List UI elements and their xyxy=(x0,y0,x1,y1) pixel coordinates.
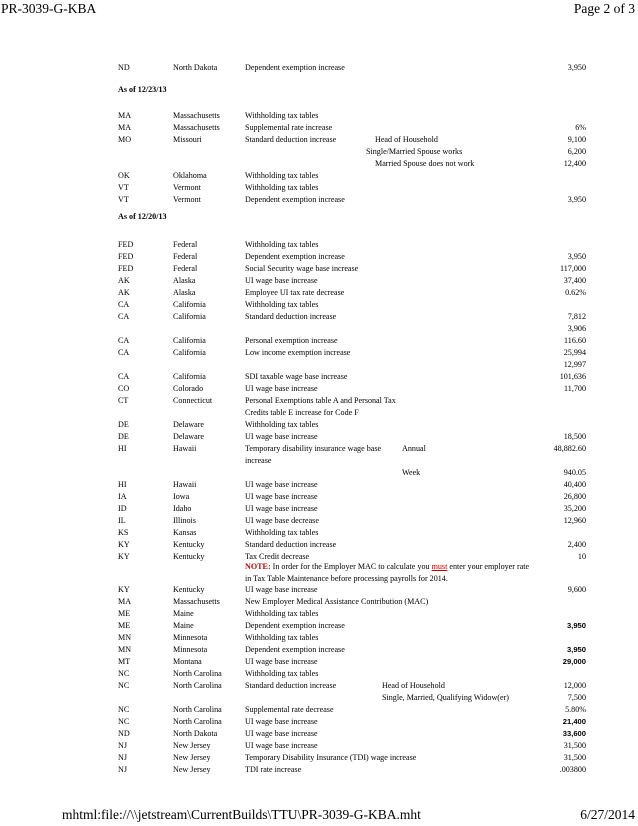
state-name: Massachusetts xyxy=(173,597,220,606)
state-code: IL xyxy=(118,516,126,525)
amount: 5.80% xyxy=(565,705,586,714)
table-row xyxy=(0,551,586,563)
state-code: AK xyxy=(118,288,130,297)
state-code: MN xyxy=(118,645,132,654)
table-row xyxy=(0,383,586,395)
state-name: Minnesota xyxy=(173,645,208,654)
state-name: California xyxy=(173,372,206,381)
table-row xyxy=(0,716,586,728)
state-code: CA xyxy=(118,300,130,309)
table-row xyxy=(0,644,586,656)
amount: 48,882.60 xyxy=(553,444,586,453)
table-row xyxy=(0,728,586,740)
qualifier: Married Spouse does not work xyxy=(375,159,475,168)
qualifier: Single, Married, Qualifying Widow(er) xyxy=(382,693,509,702)
change-description: Standard deduction increase xyxy=(245,681,337,690)
amount: 10 xyxy=(577,552,586,561)
amount: 3,950 xyxy=(567,63,586,72)
state-name: North Carolina xyxy=(173,681,222,690)
state-name: Idaho xyxy=(173,504,192,513)
amount: 3,950 xyxy=(566,645,586,654)
state-name: North Dakota xyxy=(173,63,218,72)
amount: 12,960 xyxy=(563,516,586,525)
state-name: North Dakota xyxy=(173,729,218,738)
state-code: MA xyxy=(118,597,132,606)
qualifier: Annual xyxy=(402,444,426,453)
amount: 3,906 xyxy=(567,324,586,333)
amount: 9,100 xyxy=(567,135,586,144)
state-code: FED xyxy=(118,252,134,261)
table-row xyxy=(0,620,586,632)
table-row xyxy=(0,158,586,170)
file-path: mhtml:file://\\jetstream\CurrentBuilds\TTU\PR-3039-G-KBA.mht xyxy=(62,807,421,822)
amount: 0.62% xyxy=(565,288,586,297)
table-row xyxy=(0,443,586,455)
change-description: Standard deduction increase xyxy=(245,135,337,144)
change-description: UI wage base increase xyxy=(245,729,318,738)
state-code: AK xyxy=(118,276,130,285)
change-description: Dependent exemption increase xyxy=(245,621,345,630)
amount: 33,600 xyxy=(562,729,586,738)
change-description: Dependent exemption increase xyxy=(245,645,345,654)
table-row xyxy=(0,752,586,764)
change-description: Withholding tax tables xyxy=(245,300,319,309)
state-code: MA xyxy=(118,123,132,132)
state-name: Federal xyxy=(173,240,198,249)
state-code: KY xyxy=(118,540,130,549)
state-code: FED xyxy=(118,264,134,273)
amount: 35,200 xyxy=(563,504,586,513)
state-code: NC xyxy=(118,717,130,726)
amount: 101,636 xyxy=(559,372,586,381)
state-name: Illinois xyxy=(173,516,196,525)
table-row xyxy=(0,335,586,347)
state-name: California xyxy=(173,336,206,345)
change-description: UI wage base increase xyxy=(245,276,318,285)
state-name: Missouri xyxy=(173,135,202,144)
state-name: Iowa xyxy=(173,492,190,501)
page-number: Page 2 of 3 xyxy=(573,1,635,16)
change-description: Personal exemption increase xyxy=(245,336,338,345)
state-code: HI xyxy=(118,444,127,453)
state-name: North Carolina xyxy=(173,669,222,678)
change-description: UI wage base increase xyxy=(245,741,318,750)
state-name: Maine xyxy=(173,621,194,630)
state-name: California xyxy=(173,300,206,309)
change-description: Social Security wage base increase xyxy=(245,264,359,273)
state-code: KY xyxy=(118,552,130,561)
state-code: HI xyxy=(118,480,127,489)
state-name: Delaware xyxy=(173,432,205,441)
table-row xyxy=(0,110,586,122)
amount: 116.60 xyxy=(564,336,586,345)
table-row xyxy=(0,263,586,275)
note-label: NOTE: xyxy=(245,562,271,571)
amount: 25,994 xyxy=(563,348,586,357)
table-row xyxy=(0,62,586,74)
state-name: California xyxy=(173,348,206,357)
print-date: 6/27/2014 xyxy=(580,807,635,822)
change-description: Credits table E increase for Code F xyxy=(245,408,359,417)
change-description: increase xyxy=(245,456,272,465)
state-name: North Carolina xyxy=(173,705,222,714)
state-name: Kansas xyxy=(173,528,197,537)
amount: .003800 xyxy=(559,765,586,774)
state-name: Minnesota xyxy=(173,633,208,642)
table-row xyxy=(0,407,586,419)
change-description: Employee UI tax rate decrease xyxy=(245,288,345,297)
state-name: Alaska xyxy=(173,288,196,297)
state-code: CT xyxy=(118,396,129,405)
state-code: NC xyxy=(118,705,130,714)
change-description: UI wage base increase xyxy=(245,717,318,726)
amount: 3,950 xyxy=(567,195,586,204)
state-code: MA xyxy=(118,111,132,120)
document-title: PR-3039-G-KBA xyxy=(1,1,97,16)
state-code: CA xyxy=(118,336,130,345)
state-name: Connecticut xyxy=(173,396,213,405)
change-description: Dependent exemption increase xyxy=(245,252,345,261)
state-name: California xyxy=(173,312,206,321)
amount: 12,000 xyxy=(563,681,586,690)
state-code: MN xyxy=(118,633,132,642)
state-code: NJ xyxy=(118,765,127,774)
state-code: NJ xyxy=(118,753,127,762)
change-description: Standard deduction increase xyxy=(245,312,337,321)
state-code: DE xyxy=(118,420,129,429)
state-name: Hawaii xyxy=(173,480,197,489)
state-name: Kentucky xyxy=(173,585,205,594)
state-code: CA xyxy=(118,312,130,321)
change-description: Withholding tax tables xyxy=(245,240,319,249)
amount: 18,500 xyxy=(563,432,586,441)
table-row xyxy=(0,467,586,479)
amount: 11,700 xyxy=(564,384,586,393)
state-name: Delaware xyxy=(173,420,205,429)
state-code: CA xyxy=(118,348,130,357)
table-row xyxy=(0,311,586,323)
state-code: NJ xyxy=(118,741,127,750)
change-description: Withholding tax tables xyxy=(245,609,319,618)
state-code: NC xyxy=(118,669,130,678)
note-text: In order for the Employer MAC to calculate you xyxy=(270,562,432,571)
amount: 29,000 xyxy=(562,657,586,666)
table-row xyxy=(0,692,586,704)
change-description: Withholding tax tables xyxy=(245,528,319,537)
state-code: CA xyxy=(118,372,130,381)
section-heading: As of 12/20/13 xyxy=(118,212,167,221)
table-row xyxy=(0,539,586,551)
state-name: New Jersey xyxy=(173,753,211,762)
state-name: New Jersey xyxy=(173,765,211,774)
state-code: MO xyxy=(118,135,132,144)
change-description: Withholding tax tables xyxy=(245,669,319,678)
change-description: UI wage base increase xyxy=(245,585,318,594)
table-row xyxy=(0,194,586,206)
table-row xyxy=(0,359,586,371)
change-description: Personal Exemptions table A and Personal Tax xyxy=(245,396,396,405)
table-row xyxy=(0,182,586,194)
state-code: VT xyxy=(118,183,129,192)
table-row xyxy=(0,596,586,608)
state-code: CO xyxy=(118,384,130,393)
state-name: Kentucky xyxy=(173,552,205,561)
change-description: Withholding tax tables xyxy=(245,111,319,120)
table-row xyxy=(0,632,586,644)
amount: 2,400 xyxy=(567,540,586,549)
change-description: Supplemental rate decrease xyxy=(245,705,334,714)
table-row xyxy=(0,146,586,158)
change-description: UI wage base increase xyxy=(245,657,318,666)
table-row xyxy=(0,503,586,515)
state-code: KS xyxy=(118,528,129,537)
table-row xyxy=(0,275,586,287)
change-description: UI wage base increase xyxy=(245,492,318,501)
state-name: Vermont xyxy=(173,183,201,192)
change-description: Dependent exemption increase xyxy=(245,63,345,72)
change-description: UI wage base increase xyxy=(245,480,318,489)
amount: 3,950 xyxy=(566,621,586,630)
state-name: Hawaii xyxy=(173,444,197,453)
state-code: KY xyxy=(118,585,130,594)
amount: 12,997 xyxy=(563,360,586,369)
amount: 940.05 xyxy=(563,468,586,477)
state-code: MT xyxy=(118,657,131,666)
change-description: Dependent exemption increase xyxy=(245,195,345,204)
amount: 21,400 xyxy=(562,717,586,726)
table-row xyxy=(0,515,586,527)
amount: 37,400 xyxy=(563,276,586,285)
change-description: Temporary Disability Insurance (TDI) wage increase xyxy=(245,753,417,762)
table-row xyxy=(0,170,586,182)
change-description: UI wage base increase xyxy=(245,432,318,441)
state-name: Vermont xyxy=(173,195,201,204)
table-row xyxy=(0,347,586,359)
qualifier: Head of Household xyxy=(382,681,445,690)
change-description: Withholding tax tables xyxy=(245,633,319,642)
table-row xyxy=(0,419,586,431)
amount: 6% xyxy=(575,123,586,132)
change-description: Low income exemption increase xyxy=(245,348,351,357)
state-code: VT xyxy=(118,195,129,204)
amount: 31,500 xyxy=(563,741,586,750)
state-name: Maine xyxy=(173,609,194,618)
state-name: Federal xyxy=(173,252,198,261)
change-description: New Employer Medical Assistance Contribution (MAC) xyxy=(245,597,429,606)
note-link-must[interactable]: must xyxy=(431,562,448,571)
state-name: Massachusetts xyxy=(173,111,220,120)
change-description: Withholding tax tables xyxy=(245,171,319,180)
table-row xyxy=(0,251,586,263)
amount: 31,500 xyxy=(563,753,586,762)
table-row xyxy=(0,527,586,539)
note-text: enter your employer rate xyxy=(447,562,530,571)
table-row xyxy=(0,323,586,335)
amount: 6,200 xyxy=(567,147,586,156)
table-row xyxy=(0,299,586,311)
table-row xyxy=(0,287,586,299)
table-row xyxy=(0,608,586,620)
state-code: NC xyxy=(118,681,130,690)
state-name: Kentucky xyxy=(173,540,205,549)
state-code: ME xyxy=(118,621,131,630)
amount: 9,600 xyxy=(567,585,586,594)
amount: 7,812 xyxy=(567,312,586,321)
change-description: Withholding tax tables xyxy=(245,183,319,192)
table-row xyxy=(0,704,586,716)
state-code: ME xyxy=(118,609,131,618)
change-description: Supplemental rate increase xyxy=(245,123,333,132)
change-description: UI wage base increase xyxy=(245,504,318,513)
table-row xyxy=(0,134,586,146)
state-code: DE xyxy=(118,432,129,441)
state-name: Massachusetts xyxy=(173,123,220,132)
change-description: Withholding tax tables xyxy=(245,420,319,429)
table-row xyxy=(0,455,586,467)
qualifier: Week xyxy=(402,468,421,477)
table-row xyxy=(0,395,586,407)
change-description: Temporary disability insurance wage base xyxy=(245,444,382,453)
table-row xyxy=(0,584,586,596)
state-name: Federal xyxy=(173,264,198,273)
state-code: IA xyxy=(118,492,127,501)
amount: 7,500 xyxy=(567,693,586,702)
state-code: ND xyxy=(118,729,130,738)
amount: 40,400 xyxy=(563,480,586,489)
state-name: Colorado xyxy=(173,384,204,393)
state-name: Alaska xyxy=(173,276,196,285)
amount: 3,950 xyxy=(567,252,586,261)
table-row xyxy=(0,122,586,134)
table-row xyxy=(0,491,586,503)
state-code: OK xyxy=(118,171,130,180)
section-heading: As of 12/23/13 xyxy=(118,85,167,94)
amount: 12,400 xyxy=(563,159,586,168)
change-description: SDI taxable wage base increase xyxy=(245,372,348,381)
state-name: Montana xyxy=(173,657,202,666)
state-code: ND xyxy=(118,63,130,72)
change-description: UI wage base decrease xyxy=(245,516,319,525)
change-description: Tax Credit decrease xyxy=(245,552,310,561)
table-row xyxy=(0,764,586,776)
state-name: Oklahoma xyxy=(173,171,207,180)
change-description: UI wage base increase xyxy=(245,384,318,393)
amount: 26,800 xyxy=(563,492,586,501)
state-name: New Jersey xyxy=(173,741,211,750)
table-row xyxy=(0,239,586,251)
table-row xyxy=(0,479,586,491)
state-code: FED xyxy=(118,240,134,249)
state-name: North Carolina xyxy=(173,717,222,726)
mac-note-line2: in Tax Table Maintenance before processing payrolls for 2014. xyxy=(245,574,448,583)
table-row xyxy=(0,668,586,680)
change-description: Standard deduction increase xyxy=(245,540,337,549)
amount: 117,000 xyxy=(559,264,586,273)
qualifier: Head of Household xyxy=(375,135,438,144)
state-code: ID xyxy=(118,504,127,513)
table-row xyxy=(0,656,586,668)
table-row xyxy=(0,680,586,692)
table-row xyxy=(0,740,586,752)
table-row xyxy=(0,431,586,443)
change-description: TDI rate increase xyxy=(245,765,302,774)
table-row xyxy=(0,371,586,383)
qualifier: Single/Married Spouse works xyxy=(366,147,463,156)
